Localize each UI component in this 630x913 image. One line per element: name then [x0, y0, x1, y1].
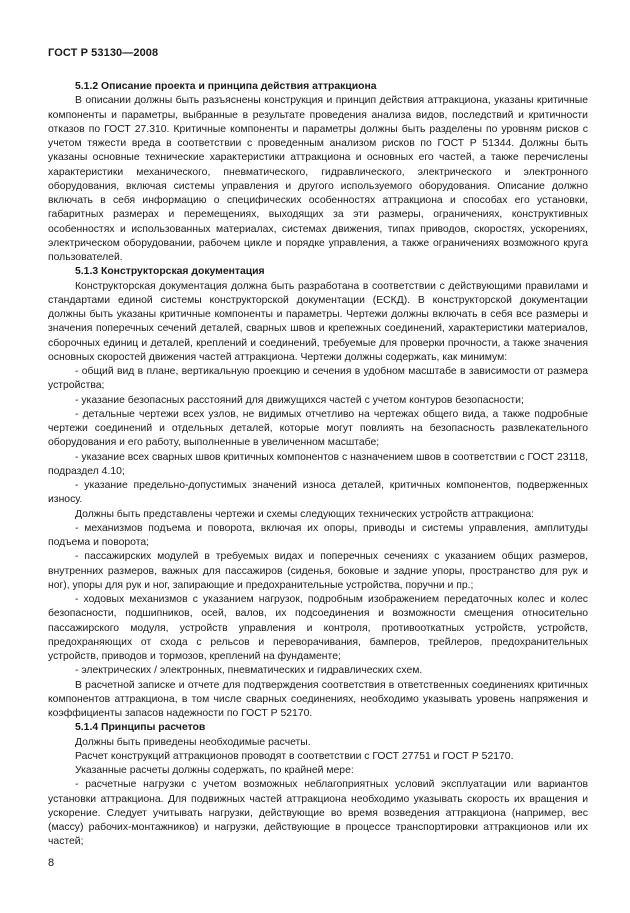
section-heading: 5.1.4 Принципы расчетов — [75, 722, 206, 734]
paragraph: - механизмов подъема и поворота, включая их опоры, приводы и системы управления, амплитуды подъема и поворота; — [48, 522, 588, 548]
paragraph: - расчетные нагрузки с учетом возможных неблагоприятных условий эксплуатации или вариантов установки аттракциона. Для подвижных частей аттракциона необходимо указывать скорость их вращения и ускорение. Следует учитывать нагрузки, действующие во время возведения аттракциона (например, вес (массу) рабочих-монтажников) и нагрузки, действующие в процессе транспортировки аттракционов или их частей; — [48, 779, 588, 848]
paragraph: В расчетной записке и отчете для подтверждения соответствия в ответственных соединениях критичных компонентов аттракциона, в том числе сварных соединениях, необходимо указывать уровень напряжения и коэффициенты запасов надежности по ГОСТ Р 52170. — [48, 679, 588, 719]
paragraph: - детальные чертежи всех узлов, не видимых отчетливо на чертежах общего вида, а также подробные чертежи соединений и отдельных деталей, которые могут повлиять на безопасность развлекательного оборудования и его работу, выполненные в увеличенном масштабе; — [48, 408, 588, 449]
section-heading: 5.1.3 Конструкторская документация — [75, 266, 265, 278]
paragraph: - указание безопасных расстояний для движущихся частей с учетом контуров безопасности; — [75, 394, 524, 406]
paragraph: Конструкторская документация должна быть разработана в соответствии с действующими правилами и стандартами единой системы конструкторской документации (ЕСКД). В конструкторской документации должны быть указаны критичные компоненты и параметры. Чертежи должны включать в себя все размеры и значения поперечных сечений деталей, сварных швов и крепежных соединений, характеристики материалов, сборочных единиц и деталей, креплений и соединений, требуемые для проверки прочности, а также значения основных скоростей движения частей аттракциона. Чертежи должны содержать, как минимум: — [48, 280, 588, 363]
document-header: ГОСТ Р 53130—2008 — [48, 47, 159, 59]
document-body — [48, 80, 588, 850]
paragraph: Расчет конструкций аттракционов проводят в соответствии с ГОСТ 27751 и ГОСТ Р 52170. — [75, 750, 514, 762]
section-heading: 5.1.2 Описание проекта и принципа действия аттракциона — [75, 81, 377, 92]
page-number: 8 — [48, 857, 55, 869]
paragraph: В описании должны быть разъяснены конструкция и принцип действия аттракциона, указаны критичные компоненты и параметры, выбранные в результате проведения анализа видов, последствий и критичности отказов по ГОСТ 27.310. Критичные компоненты и параметры должны быть разделены по уровням рисков с учетом тяжести вреда в соответствии с проведенным анализом рисков по ГОСТ Р 51344. Должны быть указаны основные технические характеристики аттракциона и основных его частей, а также перечислены характеристики механического, пневматического, гидравлического, электрического и электронного оборудования, включая системы управления и другого используемого оборудования. Описание должно включать в себя информацию о специфических особенностях аттракциона и способах его установки, габаритных размерах и перемещениях, выходящих за эти размеры, ограничениях, конструктивных особенностях и использованных материалах, системах движения, типах приводов, скоростях, ускорениях, электрическом оборудовании, рабочем цикле и порядке управления, а также ограничениях возможного круга пользователей. — [48, 95, 588, 263]
paragraph: Должны быть представлены чертежи и схемы следующих технических устройств аттракциона: — [75, 508, 534, 520]
paragraph: Должны быть приведены необходимые расчеты. — [75, 736, 311, 748]
paragraph: Указанные расчеты должны содержать, по крайней мере: — [75, 765, 354, 776]
paragraph: - общий вид в плане, вертикальную проекцию и сечения в удобном масштабе в зависимости от размера устройства; — [48, 366, 588, 392]
paragraph: - электрических / электронных, пневматических и гидравлических схем. — [75, 665, 423, 677]
paragraph: - указание предельно-допустимых значений износа деталей, критичных компонентов, подверженных износу. — [48, 480, 588, 506]
paragraph: - ходовых механизмов с указанием нагрузок, подробным изображением передаточных колес и колес безопасности, подшипников, осей, валов, их подсоединения и возможности смещения относительно пассажирского модуля, устройств управления и контроля, противооткатных устройств, устройств, предохраняющих от схода с рельсов и переворачивания, бамперов, трейлеров, предохранительных устройств, приводов и тормозов, креплений на фундаменте; — [48, 594, 588, 662]
paragraph: - пассажирских модулей в требуемых видах и поперечных сечениях с указанием общих размеров, внутренних размеров, важных для пассажиров (сиденья, боковые и задние упоры, пространство для рук и ног), упоры для рук и ног, запирающие и предохранительные устройства, поручни и пр.; — [48, 551, 588, 591]
paragraph: - указание всех сварных швов критичных компонентов с назначением швов в соответствии с ГОСТ 23118, подраздел 4.10; — [48, 451, 588, 477]
